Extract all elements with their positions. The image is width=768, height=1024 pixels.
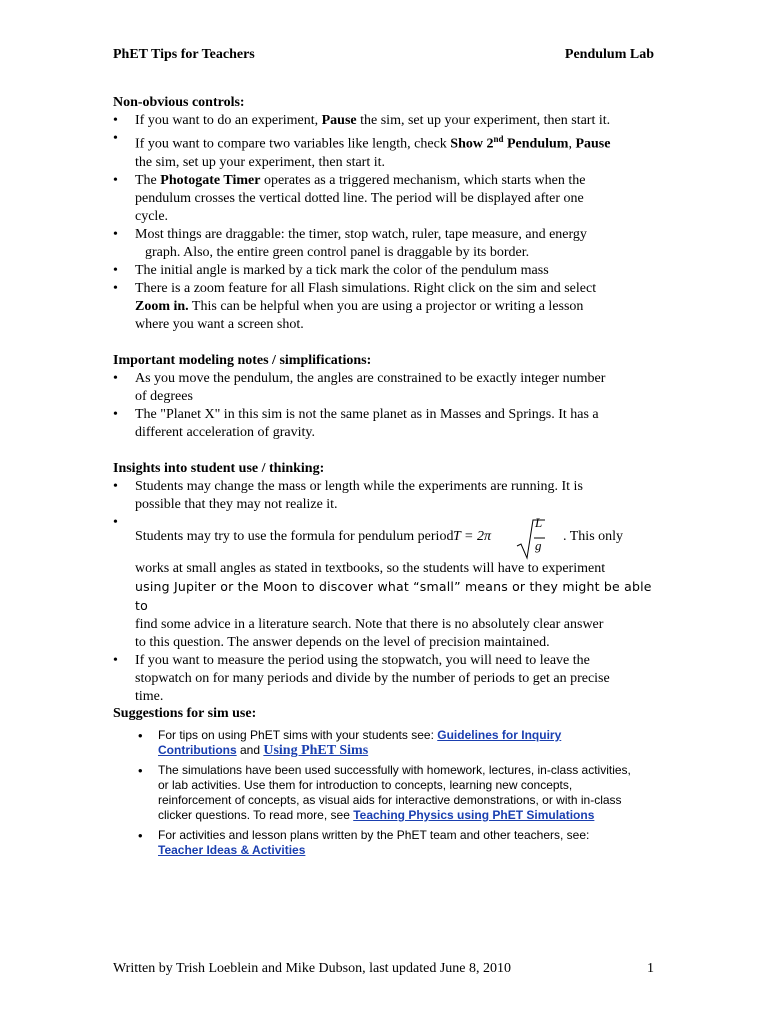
- formula-line: • Students may try to use the formula for pendulum period T = 2π L g . This only: [113, 514, 661, 560]
- teaching-physics-link[interactable]: Teaching Physics using PhET Simulations: [353, 808, 595, 822]
- using-phet-sims-link[interactable]: Using PhET Sims: [263, 743, 369, 758]
- footer-credits: Written by Trish Loeblein and Mike Dubson, last updated June 8, 2010: [113, 961, 512, 976]
- list-item: • As you move the pendulum, the angles are constrained to be exactly integer number of degrees: [113, 370, 661, 406]
- contributions-link[interactable]: Contributions: [158, 743, 237, 757]
- list-item: • The simulations have been used successfully with homework, lectures, in-class activities, or lab activities. Use them for introduction to concepts, learning new concepts, reinforcement of concepts, as visual aids for interactive demonstrations, or with in-class clicker questions. To read more, see Teaching Physics using PhET Simulations: [113, 763, 673, 823]
- list-item: • If you want to compare two variables like length, check Show 2nd Pendulum, Pause the sim, set up your experiment, then start it.: [113, 130, 661, 172]
- list-item: • There is a zoom feature for all Flash simulations. Right click on the sim and select Zoom in. This can be helpful when you are using a projector or writing a lesson where you want a screen shot.: [113, 280, 661, 334]
- suggestions-list: [113, 728, 673, 858]
- list-item: • If you want to measure the period using the stopwatch, you will need to leave the stopwatch on for many periods and divide by the number of periods to get an precise time.: [113, 652, 661, 706]
- insights-list: [113, 478, 661, 706]
- teacher-ideas-link[interactable]: Teacher Ideas & Activities: [158, 843, 306, 857]
- section-title-modeling: Important modeling notes / simplifications:: [113, 352, 372, 368]
- section-title-suggestions: Suggestions for sim use:: [113, 706, 257, 721]
- list-item: • For activities and lesson plans written by the PhET team and other teachers, see: Teacher Ideas & Activities: [113, 828, 673, 858]
- list-item: • If you want to do an experiment, Pause the sim, set up your experiment, then start it.: [113, 112, 661, 130]
- suggestions-section: [113, 706, 673, 863]
- page-number: 1: [647, 961, 654, 976]
- list-item: • Most things are draggable: the timer, stop watch, ruler, tape measure, and energy graph. Also, the entire green control panel is draggable by its border.: [113, 226, 661, 262]
- header-title: PhET Tips for Teachers: [113, 47, 255, 62]
- header-sim-name: Pendulum Lab: [564, 47, 654, 62]
- main-content: [113, 94, 661, 706]
- controls-list: [113, 112, 661, 334]
- list-item: • Students may try to use the formula for pendulum period T = 2π L g . This only works at small angles as stated in textbooks, so the students will have to experiment using Jupiter or the Moon to discover what “small” means or they might be able to find some advice in a literature search. Note that there is no absolutely clear answer to this question. The answer depends on the level of precision maintained.: [113, 514, 661, 652]
- list-item: • The Photogate Timer operates as a triggered mechanism, which starts when the pendulum crosses the vertical dotted line. The period will be displayed after one cycle.: [113, 172, 661, 226]
- list-item: • The "Planet X" in this sim is not the same planet as in Masses and Springs. It has a different acceleration of gravity.: [113, 406, 661, 442]
- pendulum-period-formula: T = 2π L g . This only: [453, 514, 523, 560]
- page-header: [113, 47, 654, 67]
- list-item: • The initial angle is marked by a tick mark the color of the pendulum mass: [113, 262, 661, 280]
- modeling-list: [113, 370, 661, 442]
- section-title-insights: Insights into student use / thinking:: [113, 460, 325, 476]
- page-footer: [113, 961, 654, 977]
- guidelines-link[interactable]: Guidelines for Inquiry: [437, 728, 562, 742]
- section-title-controls: Non-obvious controls:: [113, 95, 245, 110]
- list-item: • Students may change the mass or length while the experiments are running. It is possible that they may not realize it.: [113, 478, 661, 514]
- list-item: • For tips on using PhET sims with your students see: Guidelines for Inquiry Contributions and Using PhET Sims: [113, 728, 673, 758]
